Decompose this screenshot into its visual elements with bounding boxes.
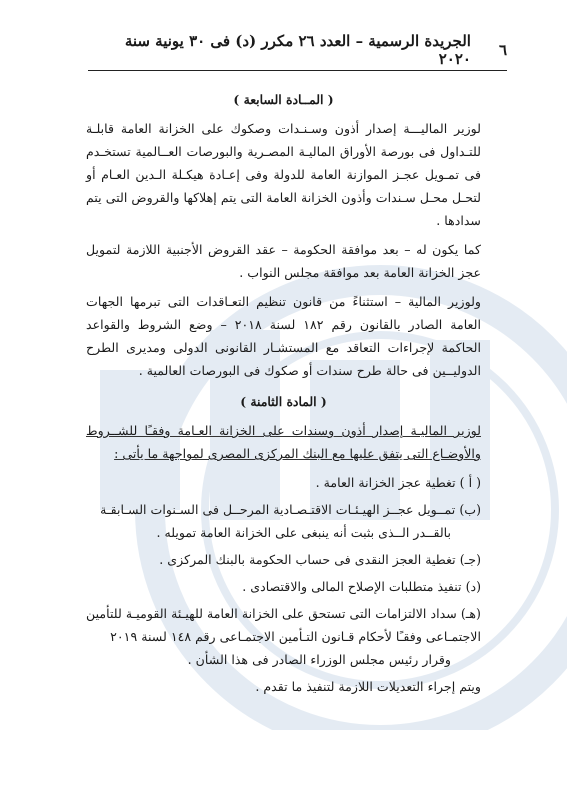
list-item-text: تمــويل عجــز الهيـئـات الاقتـصـادية المرحــل فى السـنوات السـابقـة	[100, 502, 456, 517]
article-7-title: ( المــادة السابعة )	[233, 92, 334, 107]
page-number: ٦	[498, 41, 507, 59]
article-8-title: ( المادة الثامنة )	[240, 394, 327, 409]
article-8-list	[86, 471, 481, 671]
list-item-text: تغطية العجز النقدى فى حساب الحكومة بالبنك المركزى .	[159, 552, 456, 567]
list-item-text: تغطية عجز الخزانة العامة .	[315, 475, 456, 490]
list-item-text: تنفيذ متطلبات الإصلاح المالى والاقتصادى .	[242, 579, 462, 594]
list-item-label: (هـ)	[460, 606, 481, 621]
list-item-text: سداد الالتزامات التى تستحق على الخزانة العامة للهيـئة القوميـة للتأمين الاجتمـاعى وفقـًا لأحكام قـانون التـأمين الاجتمـاعى رقم ١٤٨ لسنة ٢٠١٩	[86, 606, 481, 644]
list-item	[86, 602, 481, 671]
article-7-paragraph-2: كما يكون له – بعد موافقة الحكومة – عقد القروض الأجنبية اللازمة لتمويل عجز الخزانة العامة بعد موافقة مجلس النواب .	[86, 242, 481, 280]
list-item	[86, 575, 481, 598]
gazette-title: الجريدة الرسمية – العدد ٢٦ مكرر (د) فى ٣٠ يونية سنة ٢٠٢٠	[124, 32, 471, 68]
list-item-continuation: وقرار رئيس مجلس الوزراء الصادر فى هذا الشأن .	[187, 652, 451, 667]
list-item-label: (جـ)	[459, 552, 481, 567]
header-divider	[88, 70, 507, 71]
list-item-label: (د)	[465, 579, 481, 594]
article-8-intro: لوزير الماليـة إصدار أذون وسندات على الخزانة العـامة وفقـًا للشــروط والأوضـاع التى يتفق عليها مع البنك المركزى المصرى لمواجهة ما يأتى :	[86, 423, 481, 461]
list-item-label: (ب)	[459, 502, 481, 517]
page-header	[88, 32, 507, 68]
list-item	[86, 548, 481, 571]
list-item	[86, 471, 481, 494]
list-item-continuation: بالقــدر الــذى بثبت أنه ينبغى على الخزانة العامة تمويله .	[156, 525, 451, 540]
list-item	[86, 498, 481, 544]
article-7-paragraph-1: لوزير الماليـــة إصدار أذون وسـنـدات وصكوك على الخزانة العامة قابلـة للتـداول فى بورصة الأوراق الماليـة المصـرية والبورصات العــالمية تستخـدم فى تمـويل عجـز الموازنة العامة للدولة وفى إعـادة هيكـلة الـدين العـام أو لتحـل محـل سـندات وأذون الخزانة العامة التى يتم إهلاكها والقروض التى يتم سدادها .	[86, 121, 481, 228]
article-8-closing: ويتم إجراء التعديلات اللازمة لتنفيذ ما تقدم .	[255, 679, 481, 694]
list-item-label: ( أ )	[459, 475, 481, 490]
article-7-paragraph-3: ولوزير المالية – استثناءً من قانون تنظيم التعـاقدات التى تبرمها الجهات العامة الصادر بالقانون رقم ١٨٢ لسنة ٢٠١٨ – وضع الشروط والقواعد الحاكمة لإجراءات التعاقد مع المستشـار القانونى الدولى ومديرى الطرح الدوليــين فى حالة طرح سندات أو صكوك فى البورصات العالمية .	[86, 294, 481, 378]
document-body	[86, 80, 481, 704]
